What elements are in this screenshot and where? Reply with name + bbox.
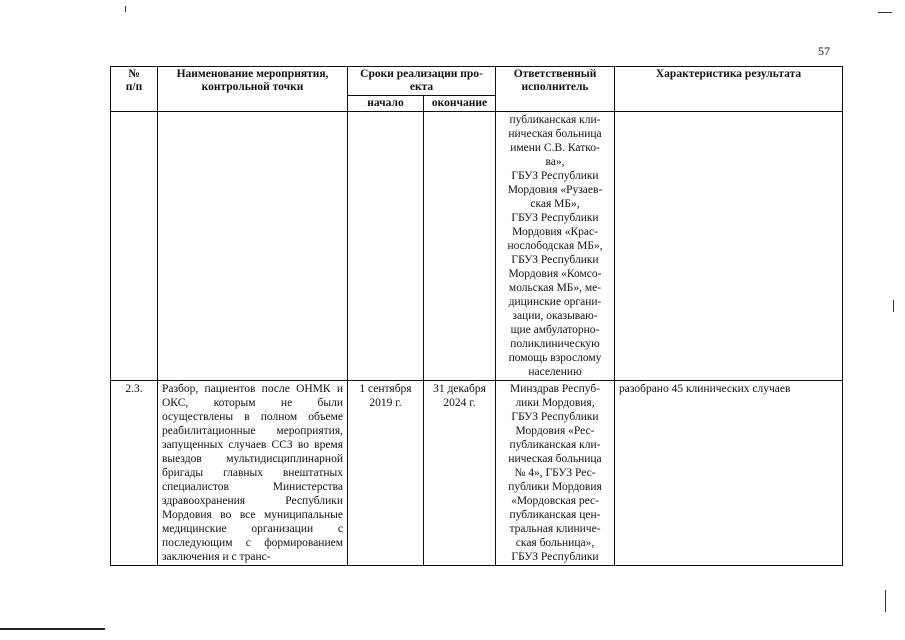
- header-number: № п/п: [111, 67, 158, 112]
- header-activity-name: Наименование мероприятия, контрольной точки: [158, 67, 348, 112]
- cell-result: разобрано 45 клинических случаев: [615, 381, 843, 566]
- header-start: начало: [348, 96, 424, 112]
- scan-edge-line: [0, 628, 105, 630]
- table-row: [111, 381, 843, 566]
- scan-mark: [885, 590, 886, 612]
- scan-mark: [878, 12, 892, 13]
- page-number: 57: [818, 44, 830, 58]
- header-result-description: Характеристика результата: [615, 67, 843, 112]
- cell-number: [111, 112, 158, 381]
- cell-start: [348, 112, 424, 381]
- cell-end: [424, 112, 496, 381]
- scan-mark: [125, 6, 126, 12]
- cell-activity-name: Разбор, пациентов после ОНМК и ОКС, которым не были осуществлены в полном объеме реабилитационные мероприятия, запущенных случаев ССЗ во время выездов мультидисциплинарной бригады главных внештатных специалистов Министерства здравоохранения Республики Мордовия во все муниципальные медицинские организации с последующим с формированием заключения и с транс-: [158, 381, 348, 566]
- cell-start: 1 сентября 2019 г.: [348, 381, 424, 566]
- scan-mark: [893, 300, 894, 312]
- cell-number: 2.3.: [111, 381, 158, 566]
- cell-result: [615, 112, 843, 381]
- cell-activity-name: [158, 112, 348, 381]
- header-implementation-period: Сроки реализации про- екта: [348, 67, 496, 96]
- cell-executor: Минздрав Респуб- лики Мордовия, ГБУЗ Республики Мордовия «Рес- публиканская кли- ническая больница № 4», ГБУЗ Рес- публики Мордовия «Мордовская рес- публиканская цен- тральная клиниче- ская больница», ГБУЗ Республики: [496, 381, 615, 566]
- action-plan-table: [110, 66, 843, 566]
- header-end: окончание: [424, 96, 496, 112]
- cell-end: 31 декабря 2024 г.: [424, 381, 496, 566]
- cell-executor: публиканская кли- ническая больница имени С.В. Катко- ва», ГБУЗ Республики Мордовия «Рузаев- ская МБ», ГБУЗ Республики Мордовия «Крас- нослободская МБ», ГБУЗ Республики Мордовия «Комсо- мольская МБ», ме- дицинские органи- зации, оказываю- щие амбулаторно- поликлиническую помощь взрослому населению: [496, 112, 615, 381]
- table-header-row: [111, 67, 843, 96]
- header-responsible-executor: Ответственный исполнитель: [496, 67, 615, 112]
- table-row: [111, 112, 843, 381]
